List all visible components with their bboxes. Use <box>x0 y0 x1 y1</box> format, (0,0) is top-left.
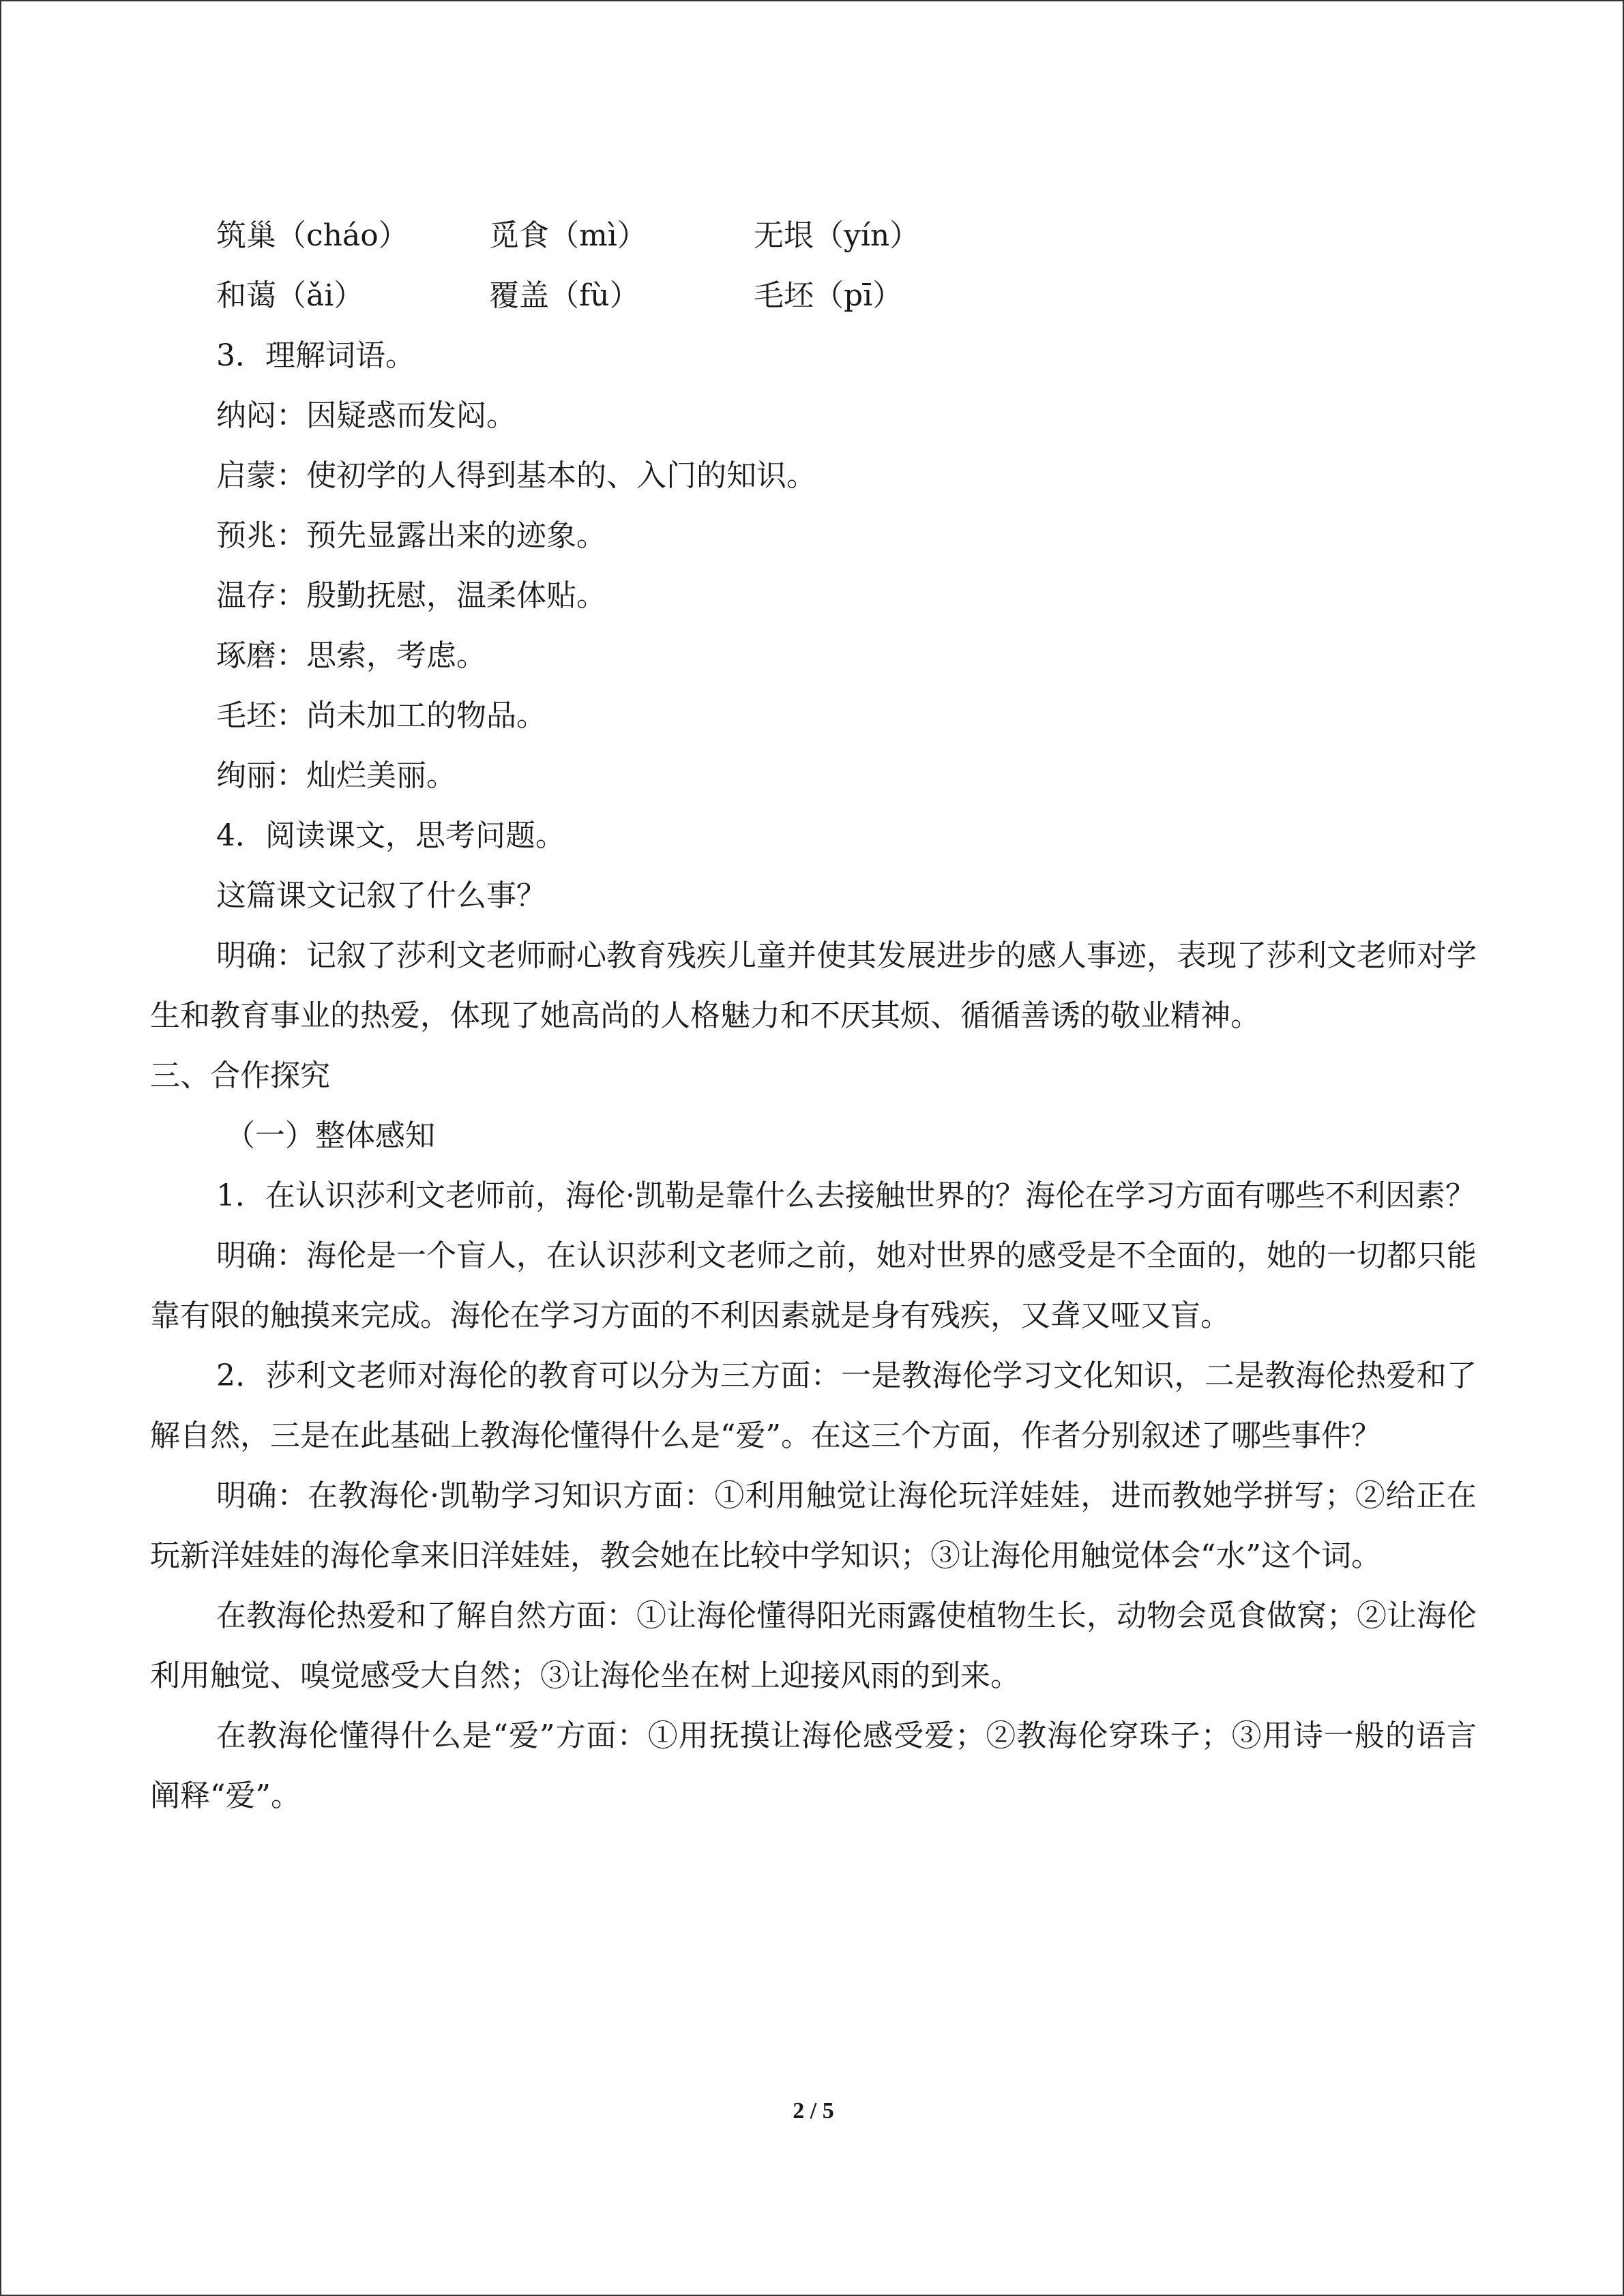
answer-2-part-1: 明确：在教海伦·凯勒学习知识方面：①利用触觉让海伦玩洋娃娃，进而教她学拼写；②给正在玩新洋娃娃的海伦拿来旧洋娃娃，教会她在比较中学知识；③让海伦用触觉体会“水”这个词。 <box>150 1478 1477 1573</box>
document-body <box>150 206 1477 1826</box>
pinyin-word: 筑巢（cháo） <box>216 218 409 253</box>
question-1: 1．在认识莎利文老师前，海伦·凯勒是靠什么去接触世界的？海伦在学习方面有哪些不利因素？ <box>216 1178 1475 1213</box>
part-3-subheading: （一）整体感知 <box>225 1118 435 1153</box>
answer-2-part-2: 在教海伦热爱和了解自然方面：①让海伦懂得阳光雨露使植物生长，动物会觅食做窝；②让海伦利用触觉、嗅觉感受大自然；③让海伦坐在树上迎接风雨的到来。 <box>150 1598 1477 1693</box>
section-3-title: 3．理解词语。 <box>216 338 415 373</box>
pinyin-word: 无垠（yín） <box>754 218 920 253</box>
question-2: 2．莎利文老师对海伦的教育可以分为三方面：一是教海伦学习文化知识，二是教海伦热爱和了解自然，三是在此基础上教海伦懂得什么是“爱”。在这三个方面，作者分别叙述了哪些事件？ <box>150 1358 1477 1453</box>
pinyin-word: 和蔼（ǎi） <box>216 278 364 313</box>
pinyin-word: 覆盖（fù） <box>489 278 640 313</box>
definition-item: 预兆：预先显露出来的迹象。 <box>216 518 606 553</box>
definition-item: 琢磨：思索，考虑。 <box>216 638 486 673</box>
section-4-answer: 明确：记叙了莎利文老师耐心教育残疾儿童并使其发展进步的感人事迹，表现了莎利文老师对学生和教育事业的热爱，体现了她高尚的人格魅力和不厌其烦、循循善诱的敬业精神。 <box>150 938 1477 1033</box>
definition-item: 启蒙：使初学的人得到基本的、入门的知识。 <box>216 458 816 493</box>
definition-item: 绚丽：灿烂美丽。 <box>216 758 456 793</box>
pinyin-word: 毛坯（pī） <box>754 278 903 313</box>
page-number: 2 / 5 <box>793 2098 834 2123</box>
definition-item: 温存：殷勤抚慰，温柔体贴。 <box>216 578 606 613</box>
pinyin-word: 觅食（mì） <box>489 218 647 253</box>
pinyin-row <box>150 206 1477 266</box>
definition-item: 毛坯：尚未加工的物品。 <box>216 698 546 733</box>
answer-2-part-3: 在教海伦懂得什么是“爱”方面：①用抚摸让海伦感受爱；②教海伦穿珠子；③用诗一般的语言阐释“爱”。 <box>150 1718 1477 1813</box>
section-4-question: 这篇课文记叙了什么事？ <box>216 878 546 913</box>
answer-1: 明确：海伦是一个盲人，在认识莎利文老师之前，她对世界的感受是不全面的，她的一切都只能靠有限的触摸来完成。海伦在学习方面的不利因素就是身有残疾，又聋又哑又盲。 <box>150 1238 1477 1333</box>
part-3-heading: 三、合作探究 <box>150 1058 330 1093</box>
section-4-title: 4．阅读课文，思考问题。 <box>216 818 565 853</box>
definition-item: 纳闷：因疑惑而发闷。 <box>216 398 516 433</box>
pinyin-row <box>150 266 1477 326</box>
